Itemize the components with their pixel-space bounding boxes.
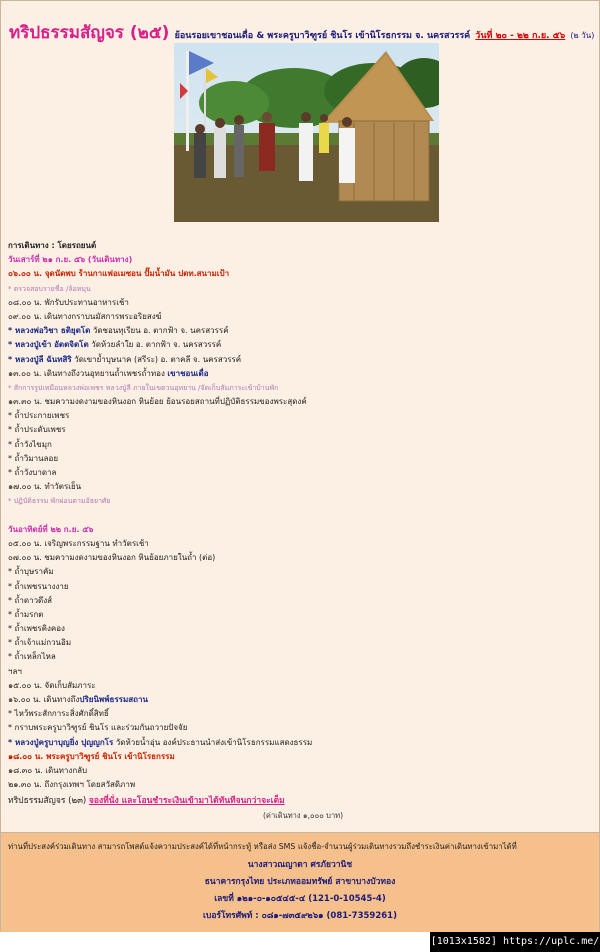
center-name: ปริยนิพพ์ธรรมสถาน bbox=[79, 695, 148, 704]
monk-3: * หลวงปู่ลี ฉันทสิริ bbox=[8, 354, 72, 364]
trip-cost: (ค่าเดินทาง ๑,๐๐๐ บาท) bbox=[263, 811, 344, 820]
monk-4: * หลวงปู่ครูบาบุญยิ่ง ปุญญกโร bbox=[8, 737, 114, 747]
meeting-point: ๐๖.๐๐ น. จุดนัดพบ ร้านกาแฟอเมซอน ปั๊มน้ำมัน ปตท.สนามเป้า bbox=[8, 269, 230, 279]
page-title: ทริปธรรมสัญจร (๒๕) bbox=[9, 23, 170, 43]
item-pay-respect: * ไหว้พระสักการะสิ่งศักดิ์สิทธิ์ bbox=[8, 709, 109, 719]
cave-8: * ถ้ำดาวดึงส์ bbox=[8, 595, 53, 605]
image-size-watermark: [1013x1582] https://uplc.me/ bbox=[430, 932, 600, 952]
trip-subtitle: ย้อนรอยเขาชอนเดื่อ & พระครูบาวิฑูรย์ ชินโร เข้านิโรธกรรม จ. นครสวรรค์ bbox=[174, 31, 471, 41]
cave-11: * ถ้ำเจ้าแม่กวนอิม bbox=[8, 638, 72, 648]
cave-6: * ถ้ำบุษราคัม bbox=[8, 567, 54, 577]
note-statue: * สักการรูปเหมือนหลวงพ่อเพชร หลวงปู่ลี ภายในเขตวนอุทยาน /จัดเก็บสัมภาระเข้าบ้านพัก bbox=[8, 383, 279, 392]
item-cave-tour: ๑๓.๓๐ น. ชมความงดงามของหินงอก หินย้อย ย้อนรอยสถานที่ปฏิบัติธรรมของพระสุดงค์ bbox=[8, 397, 307, 407]
contact-intro: ท่านที่ประสงค์ร่วมเดินทาง สามารถโพสต์แจ้งความประสงค์ได้ที่หน้ากระทู้ หรือส่ง SMS แจ้งชื่อ-จำนวนผู้ร่วมเดินทางรวมถึงชำระเงินค่าเดินทางเข้ามาได้ที่ bbox=[8, 842, 517, 851]
monk-3-temple: วัดเขาย้ำบุษนาค (สรีระ) อ. ตาคลี จ. นครสวรรค์ bbox=[71, 354, 242, 364]
day1-heading: วันเสาร์ที่ ๒๑ ก.ย. ๕๖ (วันเดินทาง) bbox=[8, 255, 133, 265]
note-practice: * ปฏิบัติธรรม พักผ่อนตามอัธยาศัย bbox=[8, 497, 111, 506]
monk-2-temple: วัดห้วยลำใย อ. ตากฟ้า จ. นครสวรรค์ bbox=[88, 340, 222, 350]
outdoor-scene-icon bbox=[174, 43, 439, 222]
monk-1-temple: วัดชอนทุเรียน อ. ตากฟ้า จ. นครสวรรค์ bbox=[90, 326, 229, 336]
bank-info: ธนาคารกรุงไทย ประเภทออมทรัพย์ สาขาบางบัวทอง bbox=[204, 877, 396, 887]
item-pack: ๑๕.๐๐ น. จัดเก็บสัมภาระ bbox=[8, 680, 96, 690]
cave-9: * ถ้ำมรกต bbox=[8, 609, 44, 619]
next-trip-label: ทริปธรรมสัญจร (๒๓) bbox=[8, 796, 87, 806]
contact-footer bbox=[1, 832, 599, 932]
contact-name: นางสาวณญาดา ศรภัยวานิช bbox=[247, 860, 353, 870]
item-worship: ๐๙.๐๐ น. เดินทางกราบนมัสการพระอริยสงฆ์ bbox=[8, 311, 162, 321]
booking-link[interactable]: จองที่นั่ง และโอนชำระเงินเข้ามาได้ทันทีจนกว่าจะเต็ม bbox=[88, 796, 285, 806]
trip-days: (๒ วัน) bbox=[570, 31, 595, 40]
itinerary bbox=[8, 239, 594, 792]
trip-dates: วันที่ ๒๐ - ๒๒ ก.ย. ๕๖ bbox=[475, 31, 566, 41]
cave-1: * ถ้ำประกายเพชร bbox=[8, 411, 70, 421]
travel-mode: การเดินทาง : โดยรถยนต์ bbox=[8, 241, 97, 250]
cave-2: * ถ้ำประดับเพชร bbox=[8, 425, 66, 435]
trip-photo bbox=[174, 43, 439, 222]
header bbox=[9, 19, 595, 46]
phone-number: เบอร์โทรศัพท์ : ๐๘๑-๗๓๕๙๒๖๑ (081-7359261) bbox=[203, 911, 397, 921]
monk-1: * หลวงพ่อวิชา ธติยุตโต bbox=[8, 326, 91, 336]
next-trip bbox=[8, 793, 285, 807]
item-breakfast: ๐๘.๐๐ น. พักรับประทานอาหารเช้า bbox=[8, 297, 129, 307]
cave-7: * ถ้ำเพชรนางงาย bbox=[8, 581, 69, 591]
item-arrive-center: ๑๖.๐๐ น. เดินทางถึง bbox=[8, 695, 80, 704]
note-checkin: * ตรวจสอบรายชื่อ /ล้อหมุน bbox=[8, 284, 91, 293]
cave-5: * ถ้ำวังบาดาล bbox=[8, 468, 57, 477]
account-number: เลขที่ ๑๒๑-๐-๑๐๕๔๕-๔ (121-0-10545-4) bbox=[214, 894, 386, 904]
item-evening-chant: ๑๗.๐๐ น. ทำวัตรเย็น bbox=[8, 482, 82, 492]
cave-3: * ถ้ำวังไขมุก bbox=[8, 439, 52, 449]
item-cave-tour-2: ๐๗.๐๐ น. ชมความงดงามของหินงอก หินย้อยภายในถ้ำ (ต่อ) bbox=[8, 553, 216, 563]
cave-12: * ถ้ำเหล็กไหล bbox=[8, 652, 56, 662]
item-arrive-park: ๑๓.๐๐ น. เดินทางถึงวนอุทยานถ้ำเพชรถ้ำทอง bbox=[8, 368, 168, 378]
day2-heading: วันอาทิตย์ที่ ๒๒ ก.ย. ๕๖ bbox=[8, 524, 94, 534]
item-morning-meditation: ๐๕.๐๐ น. เจริญพระกรรมฐาน ทำวัตรเช้า bbox=[8, 538, 149, 548]
item-offering: * กราบพระครูบาวิฑูรย์ ชินโร และร่วมกันถวายปัจจัย bbox=[8, 723, 188, 733]
cave-4: * ถ้ำวิมานลอย bbox=[8, 453, 58, 463]
etc: ฯลฯ bbox=[8, 666, 22, 676]
monk-2: * หลวงปู่เข้า อัตตจิตโต bbox=[8, 340, 89, 350]
cave-10: * ถ้ำเพชรคิงคอง bbox=[8, 624, 65, 634]
item-arrive-bangkok: ๒๑.๓๐ น. ถึงกรุงเทพฯ โดยสวัสดิภาพ bbox=[8, 780, 136, 790]
park-name: เขาชอนเดื่อ bbox=[167, 368, 209, 378]
item-return: ๑๘.๓๐ น. เดินทางกลับ bbox=[8, 765, 88, 775]
monk-4-temple: วัดห้วยน้ำอุ่น องค์ประธานนำส่งเข้านิโรธกรรมแสดงธรรม bbox=[113, 737, 313, 747]
item-nirodha: ๑๘.๐๐ น. พระครูบาวิฑูรย์ ชินโร เข้านิโรธกรรม bbox=[8, 751, 175, 761]
